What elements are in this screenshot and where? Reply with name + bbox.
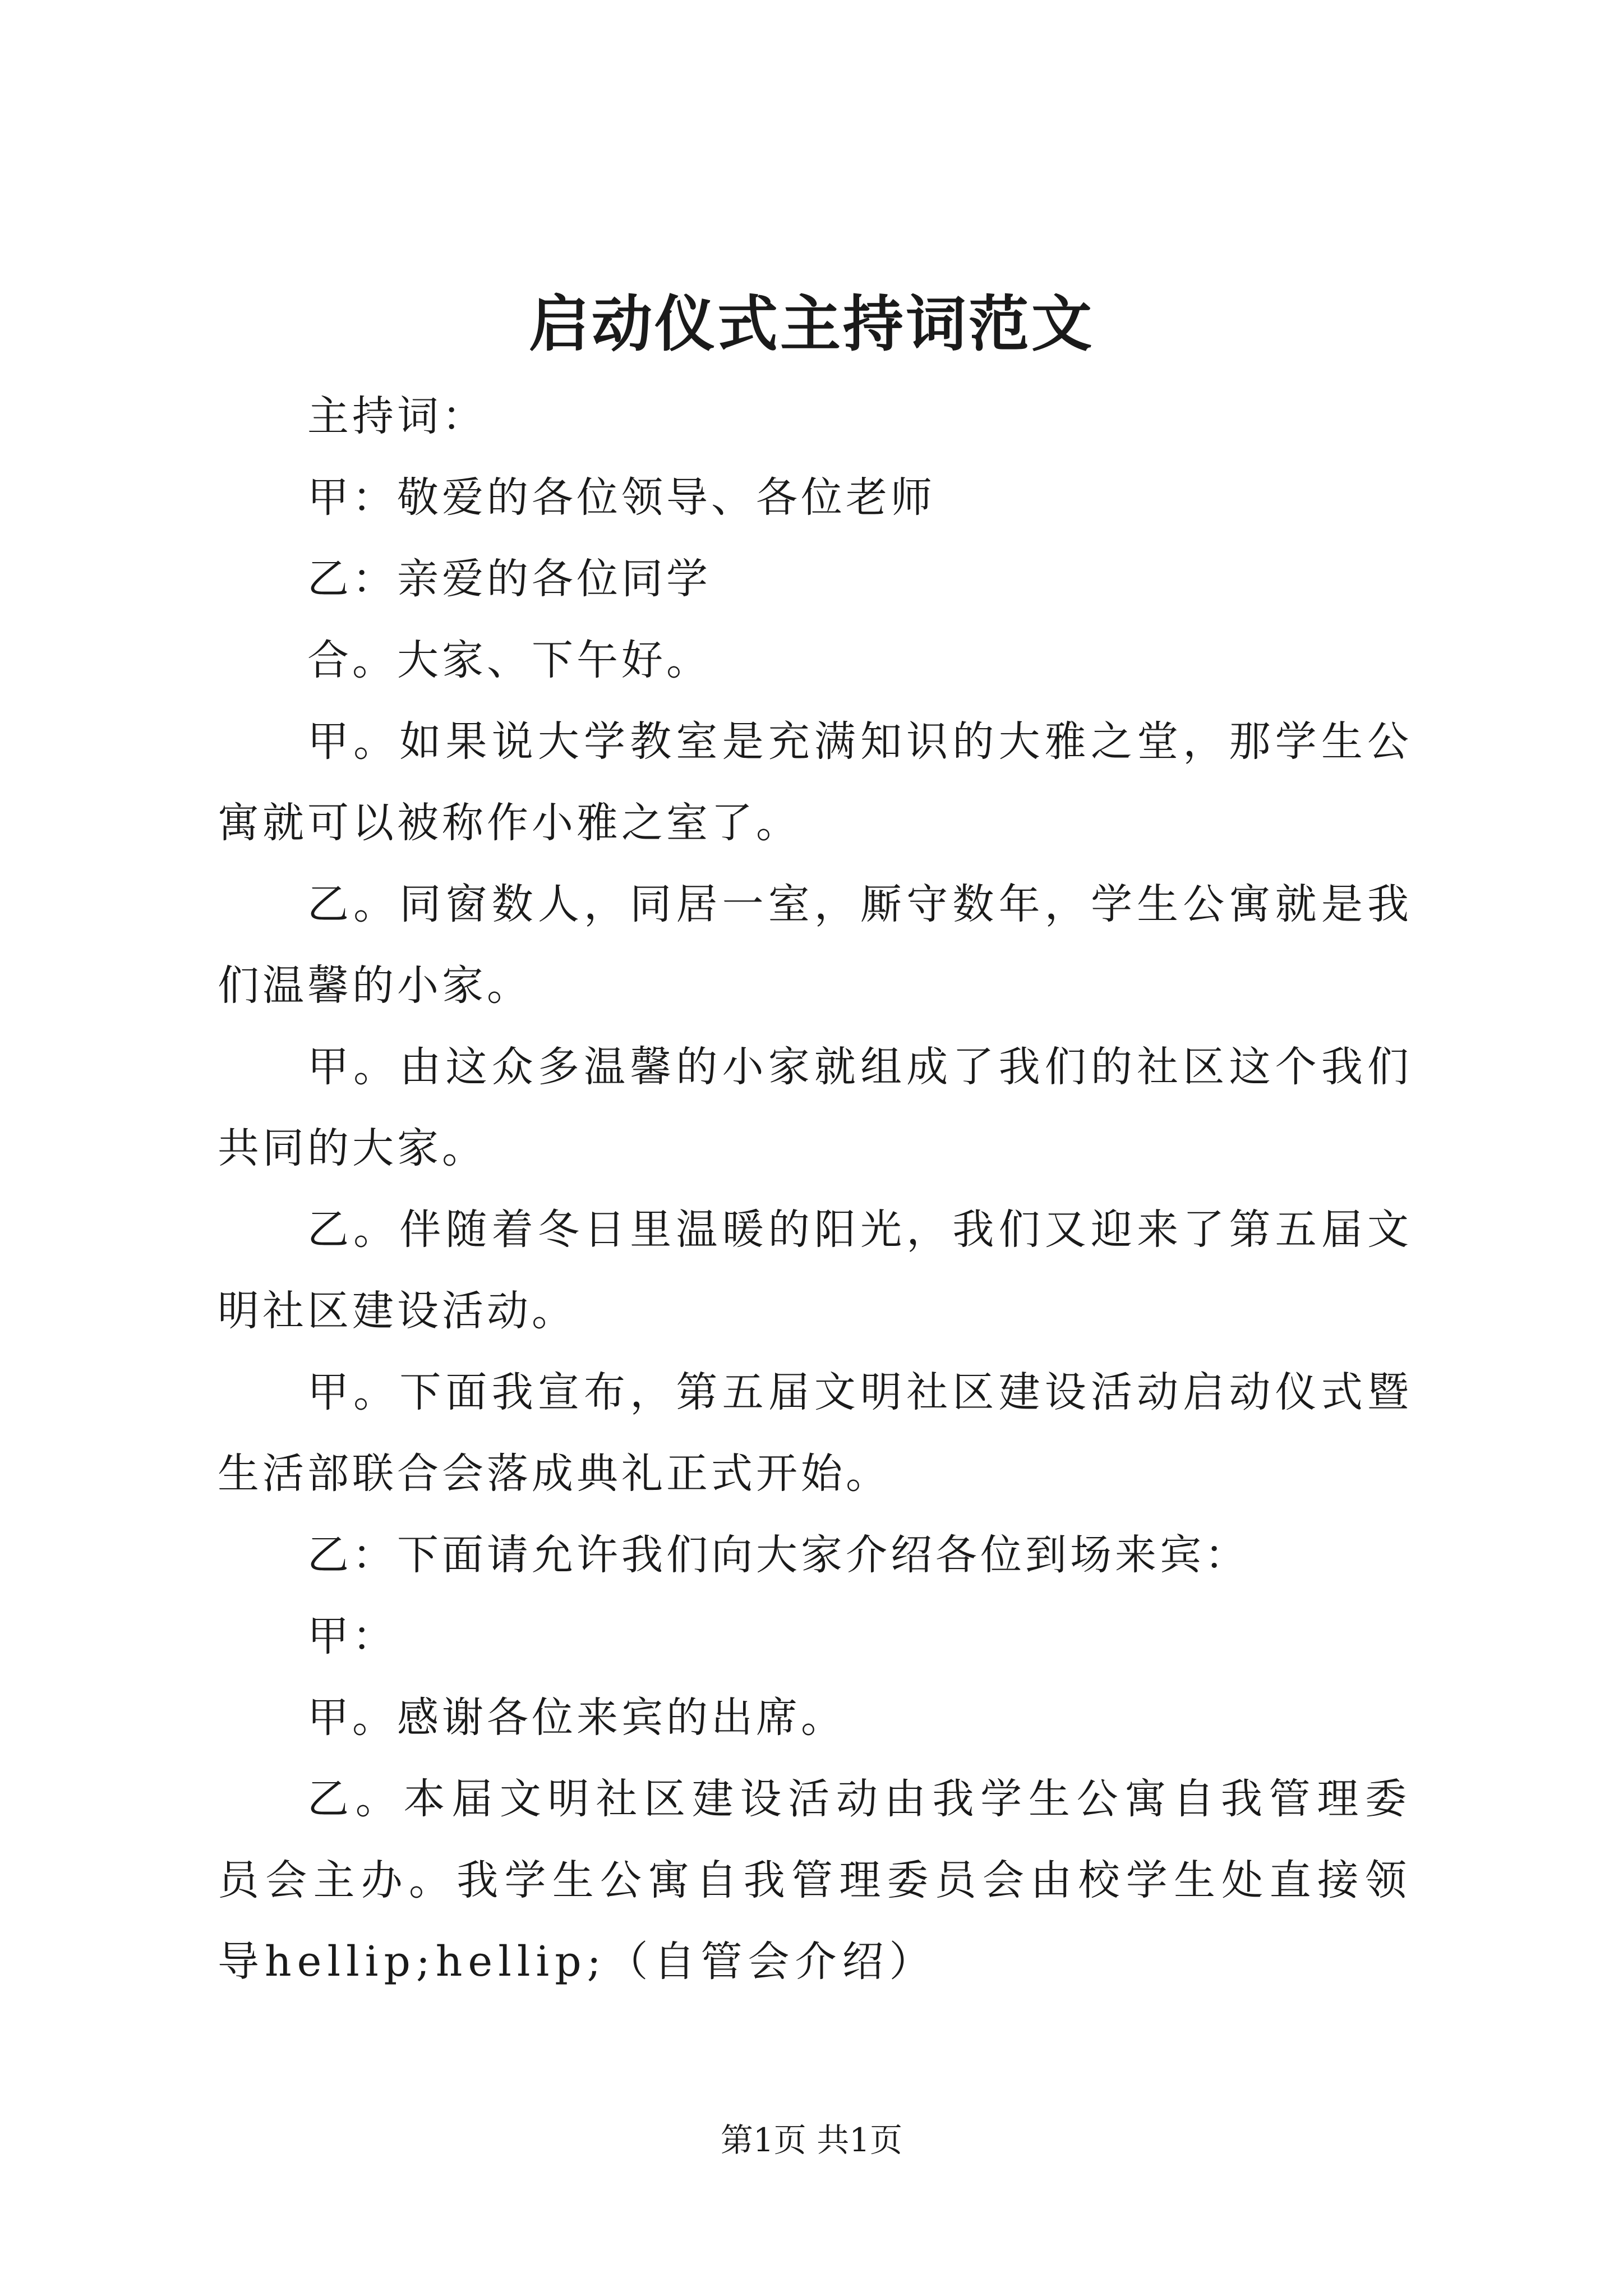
- paragraph: 乙：亲爱的各位同学: [307, 555, 711, 603]
- paragraph: 乙。同窗数人，同居一室，厮守数年，学生公寓就是我们温馨的小家。: [218, 880, 1412, 1010]
- paragraph: 甲。如果说大学教室是充满知识的大雅之堂，那学生公寓就可以被称作小雅之室了。: [218, 717, 1412, 847]
- document-body: [218, 376, 1412, 2003]
- paragraph: 乙。本届文明社区建设活动由我学生公寓自我管理委员会主办。我学生公寓自我管理委员会由校学生处直接领导hellip;hellip;（自管会介绍）: [218, 1775, 1412, 1986]
- document-title: 启动仪式主持词范文: [528, 289, 1094, 360]
- paragraph: 主持词：: [307, 392, 487, 440]
- paragraph: 甲。下面我宣布，第五届文明社区建设活动启动仪式暨生活部联合会落成典礼正式开始。: [218, 1368, 1412, 1498]
- paragraph: 甲：敬爱的各位领导、各位老师: [307, 473, 935, 522]
- page-footer: [0, 2118, 1623, 2162]
- paragraph: 甲。感谢各位来宾的出席。: [307, 1694, 846, 1742]
- paragraph: 甲：: [307, 1612, 397, 1660]
- page-number-label: 第1页 共1页: [720, 2121, 903, 2159]
- paragraph: 甲。由这众多温馨的小家就组成了我们的社区这个我们共同的大家。: [218, 1043, 1412, 1172]
- paragraph: 合。大家、下午好。: [307, 636, 711, 684]
- paragraph: 乙。伴随着冬日里温暖的阳光，我们又迎来了第五届文明社区建设活动。: [218, 1205, 1412, 1335]
- paragraph: 乙：下面请允许我们向大家介绍各位到场来宾：: [307, 1531, 1249, 1579]
